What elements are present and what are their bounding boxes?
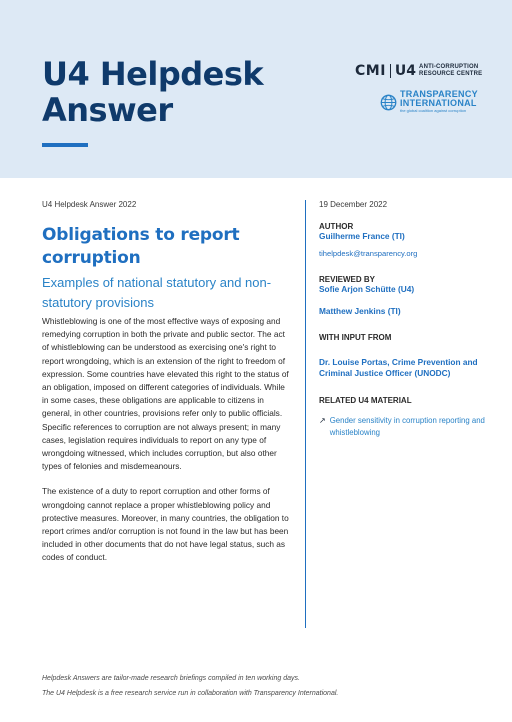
ti-logo-line2: INTERNATIONAL <box>400 98 477 108</box>
body-paragraph-1: Whistleblowing is one of the most effective ways of exposing and remedying corruption in both the private and public sector. The act of whistleblowing can be understood as exercising one's right to report wrongdoing, which is an extension of the right to freedom of expression. Some countries have elevated this right to the status of an obligation, imposed on different categories of individuals. While in some cases, these obligations are applicable to citizens in general, in other countries, provisions refer only to public officials. Specific references to corruption are not always present; in many cases, legislation requires individuals to report on any type of wrongdoing witnessed, which includes corruption, but also other types of felonies and misdemeanours. <box>42 316 289 472</box>
ti-logo-words <box>400 90 478 114</box>
publication-date: 19 December 2022 <box>319 200 388 209</box>
cover-header <box>0 0 512 178</box>
metadata-sidebar <box>319 200 489 439</box>
publication-title-line1: U4 Helpdesk <box>42 55 264 93</box>
series-label: U4 Helpdesk Answer 2022 <box>42 200 137 209</box>
related-material-link-text[interactable]: Gender sensitivity in corruption reporting and whistleblowing <box>329 416 485 437</box>
u4-subtitle-line1: ANTI-CORRUPTION <box>419 64 479 70</box>
footer-line-2: The U4 Helpdesk is a free research service run in collaboration with Transparency International. <box>42 690 339 697</box>
author-heading: AUTHOR <box>319 222 354 231</box>
input-from-heading: WITH INPUT FROM <box>319 333 392 342</box>
document-title: Obligations to report corruption <box>42 225 240 268</box>
reviewer-name-2: Matthew Jenkins (TI) <box>319 306 401 316</box>
input-from-name: Dr. Louise Portas, Crime Prevention and Criminal Justice Officer (UNODC) <box>319 357 478 378</box>
author-name: Guilherme France (TI) <box>319 231 405 241</box>
globe-icon <box>380 94 397 111</box>
related-material-link[interactable] <box>319 415 489 439</box>
ti-logo-tagline: the global coalition against corruption <box>400 108 467 113</box>
publication-title <box>42 56 263 128</box>
footer-line-1: Helpdesk Answers are tailor-made research briefings compiled in ten working days. <box>42 675 300 682</box>
reviewer-name-1: Sofie Arjon Schütte (U4) <box>319 284 415 294</box>
related-material-heading: RELATED U4 MATERIAL <box>319 396 412 405</box>
cmi-logo-text: CMI <box>355 63 386 79</box>
u4-logo-subtitle <box>419 64 482 78</box>
body-paragraph-2: The existence of a duty to report corruption and other forms of wrongdoing cannot replace a proper whistleblowing policy and protective measures. Moreover, in many countries, the obligation to report crimes and/or corruption is not found in the law but has been included in other documents that do not have legal status, such as codes of conduct. <box>42 486 289 563</box>
publication-title-line2: Answer <box>42 91 173 129</box>
u4-logo-text: U4 <box>394 63 417 79</box>
logo-divider <box>390 64 391 78</box>
u4-subtitle-line2: RESOURCE CENTRE <box>419 71 483 77</box>
document-subtitle: Examples of national statutory and non-statutory provisions <box>42 275 272 310</box>
transparency-international-logo <box>380 90 478 114</box>
page-footer <box>42 671 482 701</box>
reviewed-by-heading: REVIEWED BY <box>319 275 376 284</box>
column-divider <box>305 200 306 628</box>
author-email[interactable]: tihelpdesk@transparency.org <box>319 249 418 258</box>
accent-bar <box>42 143 88 147</box>
ti-logo-line1: TRANSPARENCY <box>400 89 478 99</box>
external-link-arrow-icon: ↗ <box>319 416 326 425</box>
main-column <box>42 200 292 565</box>
cmi-u4-logo <box>355 63 482 79</box>
